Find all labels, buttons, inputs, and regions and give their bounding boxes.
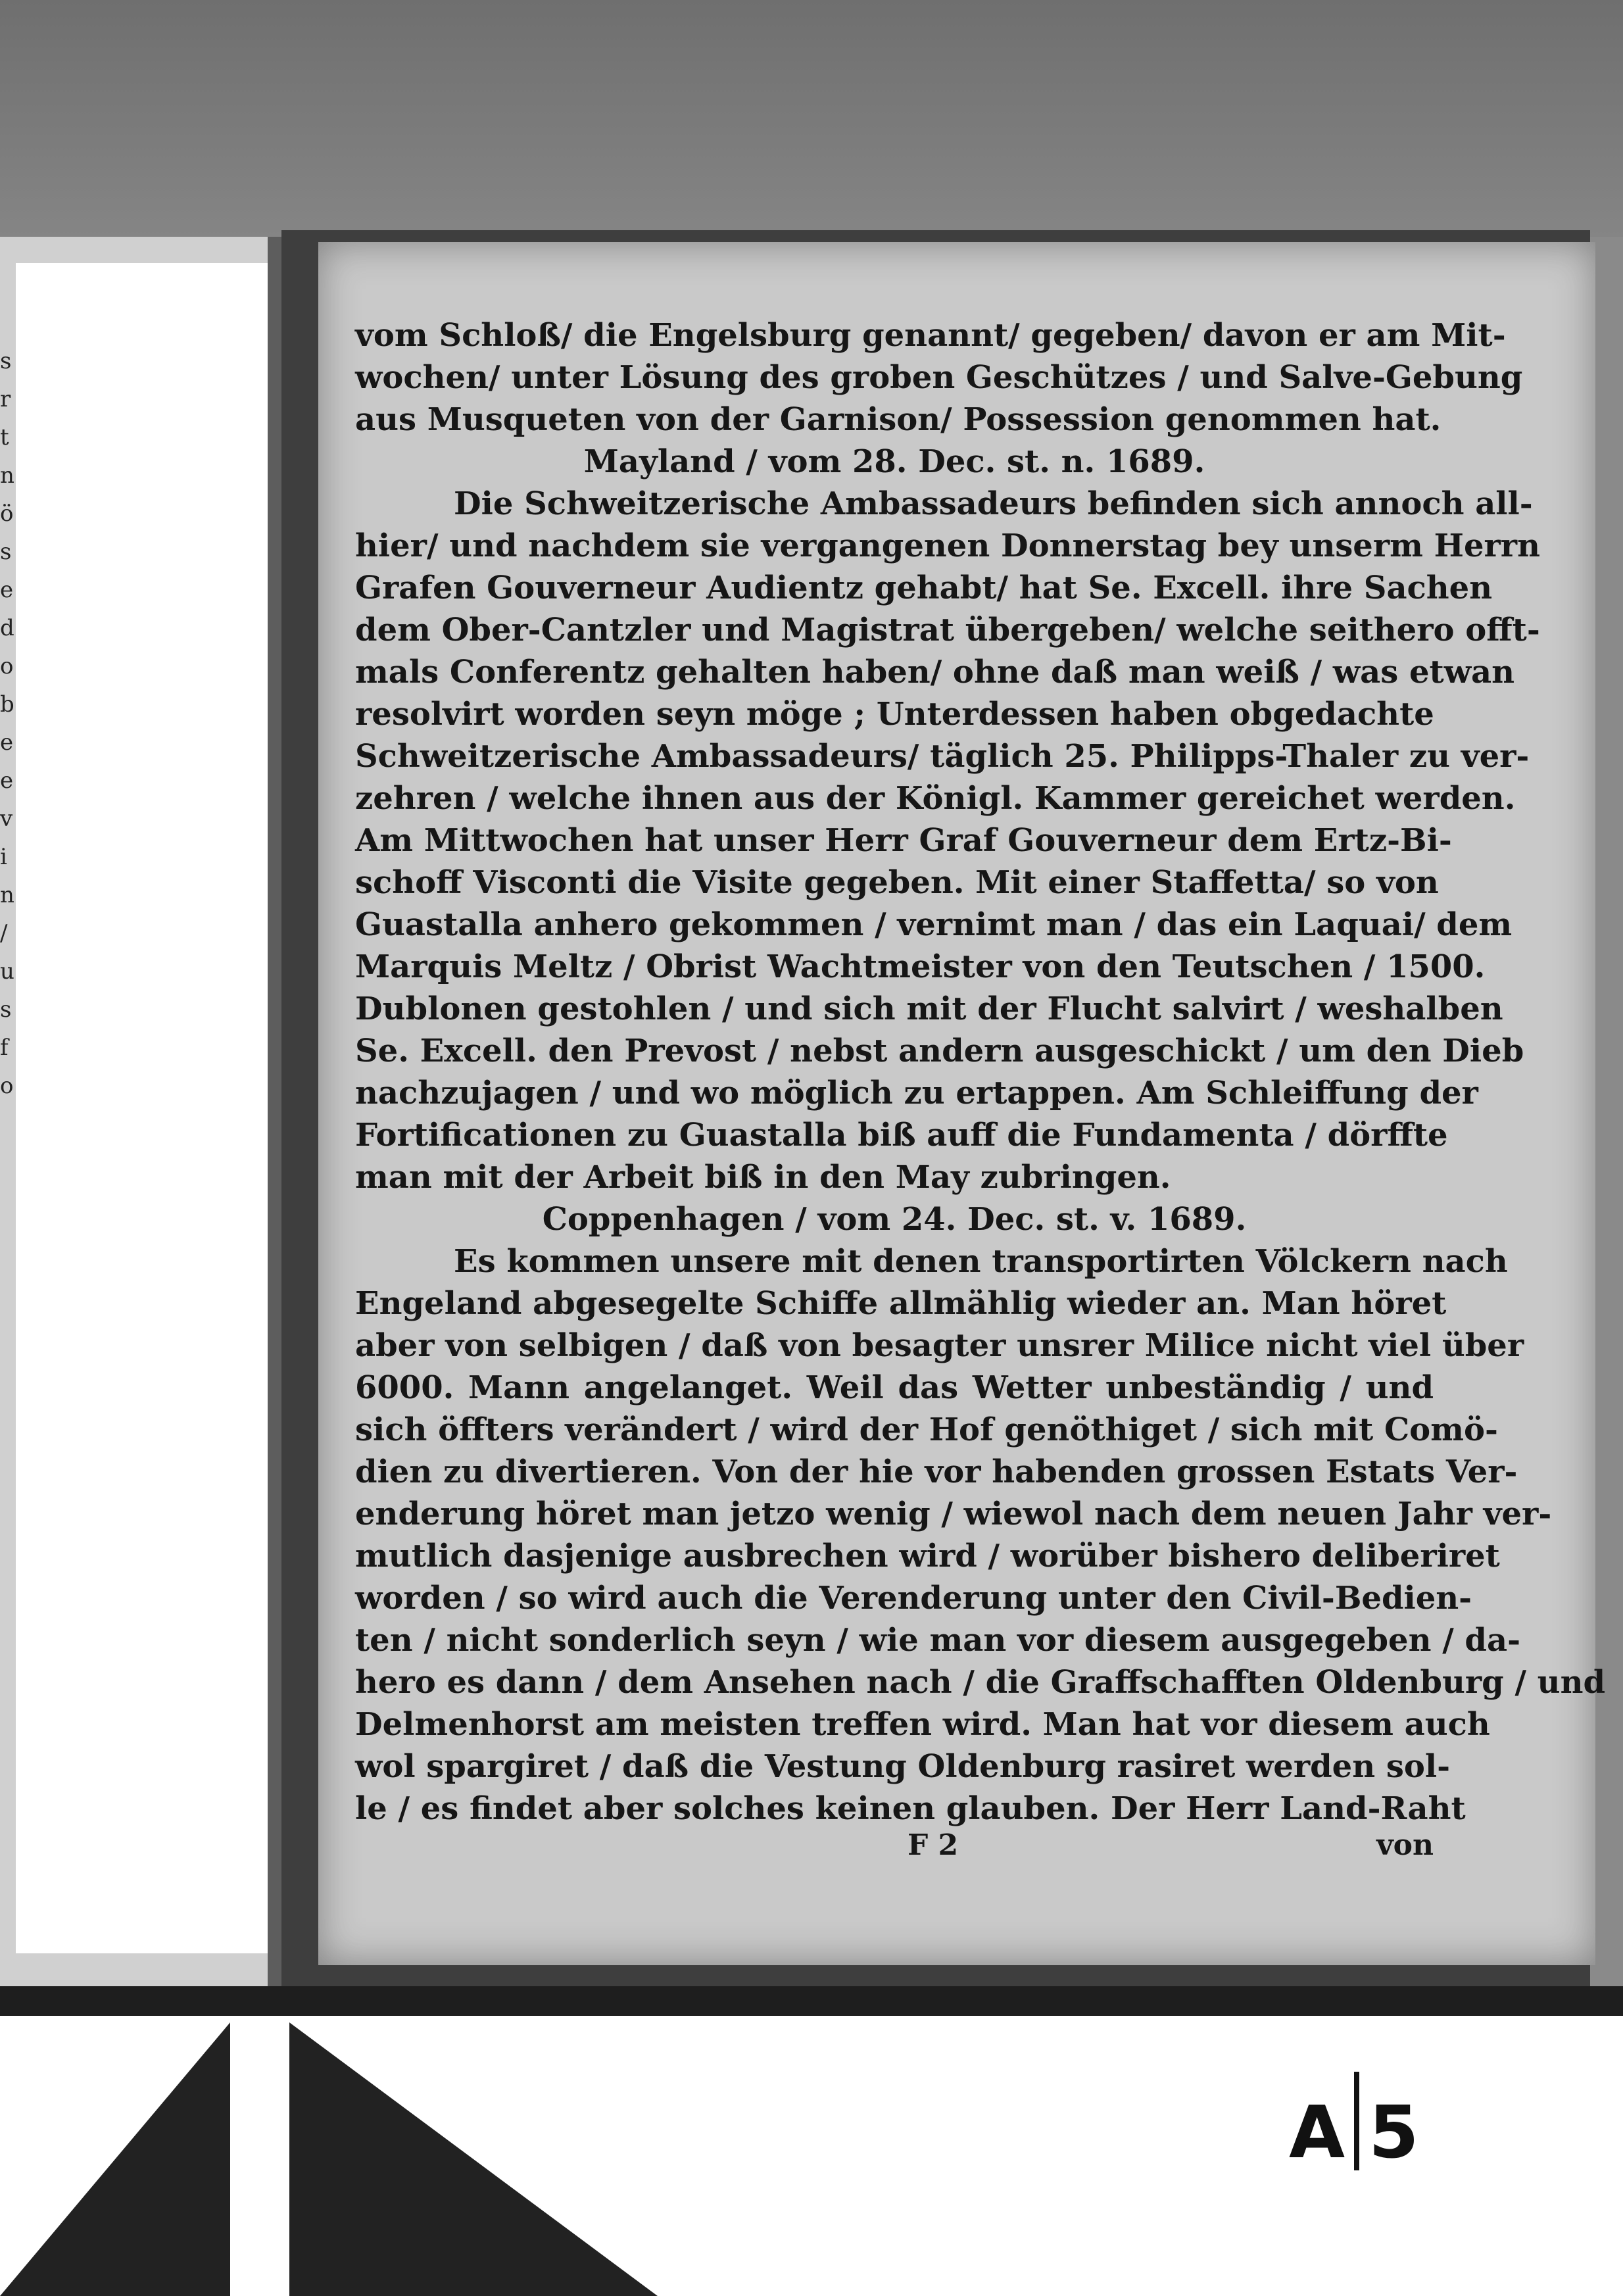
text-line: Am Mittwochen hat unser Herr Graf Gouverneur dem Ertz-Bi-	[355, 822, 1452, 859]
text-line: zehren / welche ihnen aus der Königl. Kammer gereichet werden.	[355, 780, 1516, 817]
text-line: Se. Excell. den Prevost / nebst andern ausgeschickt / um den Dieb	[355, 1033, 1524, 1069]
text-line: nachzujagen / und wo möglich zu ertappen. Am Schleiffung der	[355, 1075, 1478, 1111]
film-edge-line	[0, 1986, 1623, 2016]
dateline-heading: Coppenhagen / vom 24. Dec. st. v. 1689.	[542, 1201, 1247, 1238]
masked-region	[16, 263, 268, 1953]
frame-label	[1289, 2072, 1419, 2174]
text-line: Grafen Gouverneur Audientz gehabt/ hat Se. Excell. ihre Sachen	[355, 570, 1493, 606]
text-line: mutlich dasjenige ausbrechen wird / worüber bishero deliberiret	[355, 1538, 1500, 1575]
text-line: vom Schloß/ die Engelsburg genannt/ gegeben/ davon er am Mit-	[355, 317, 1506, 354]
text-line: Es kommen unsere mit denen transportirten Völckern nach	[454, 1243, 1508, 1280]
fragment-char: s	[0, 996, 12, 1023]
fragment-char: u	[0, 958, 14, 985]
fragment-char: e	[0, 577, 14, 603]
text-line: 6000. Mann angelanget. Weil das Wetter unbeständig / und	[355, 1369, 1434, 1406]
text-line: sich öffters verändert / wird der Hof genöthiget / sich mit Comö-	[355, 1411, 1498, 1448]
fragment-char: e	[0, 729, 14, 756]
text-line: hero es dann / dem Ansehen nach / die Graffschafften Oldenburg / und	[355, 1664, 1606, 1701]
text-line: enderung höret man jetzo wenig / wiewol nach dem neuen Jahr ver-	[355, 1496, 1552, 1532]
text-line: dem Ober-Cantzler und Magistrat übergeben/ welche seithero offt-	[355, 612, 1540, 648]
text-line: ten / nicht sonderlich seyn / wie man vor diesem ausgegeben / da-	[355, 1622, 1521, 1659]
fragment-char: ö	[0, 501, 14, 527]
fragment-char: b	[0, 691, 14, 718]
text-line: wol spargiret / daß die Vestung Oldenburg rasiret werden sol-	[355, 1748, 1451, 1785]
text-line: dien zu divertieren. Von der hie vor habenden grossen Estats Ver-	[355, 1453, 1518, 1490]
page-text	[355, 314, 1606, 1830]
text-line: Schweitzerische Ambassadeurs/ täglich 25. Philipps-Thaler zu ver-	[355, 738, 1530, 775]
text-line: Fortificationen zu Guastalla biß auff die Fundamenta / dörffte	[355, 1117, 1448, 1154]
text-line: Marquis Meltz / Obrist Wachtmeister von den Teutschen / 1500.	[355, 948, 1486, 985]
fragment-char: n	[0, 882, 14, 908]
catchword: von	[1376, 1828, 1434, 1862]
page-footer	[355, 1828, 1434, 1874]
fragment-char: s	[0, 348, 12, 374]
frame-label-divider	[1354, 2072, 1359, 2170]
fragment-char: v	[0, 806, 13, 832]
fragment-char: e	[0, 768, 14, 794]
fragment-char: i	[0, 844, 7, 870]
fragment-char: r	[0, 386, 11, 412]
fragment-char: t	[0, 424, 9, 451]
frame-label-number: 5	[1369, 2090, 1419, 2174]
text-line: man mit der Arbeit biß in den May zubringen.	[355, 1159, 1171, 1196]
signature-mark: F 2	[908, 1828, 959, 1862]
fragment-char: n	[0, 462, 14, 489]
text-line: resolvirt worden seyn möge ; Unterdessen haben obgedachte	[355, 696, 1434, 733]
text-line: worden / so wird auch die Verenderung unter den Civil-Bedien-	[355, 1580, 1472, 1617]
text-line: Die Schweitzerische Ambassadeurs befinden sich annoch all-	[454, 485, 1533, 522]
fragment-char: o	[0, 653, 14, 679]
text-line: aus Musqueten von der Garnison/ Possession genommen hat.	[355, 401, 1441, 438]
text-line: wochen/ unter Lösung des groben Geschützes / und Salve-Gebung	[355, 359, 1523, 396]
fragment-char: o	[0, 1073, 14, 1099]
text-line: Dublonen gestohlen / und sich mit der Flucht salvirt / weshalben	[355, 990, 1503, 1027]
adjacent-page-fragment	[0, 342, 16, 1953]
fragment-char: d	[0, 615, 14, 641]
text-line: le / es findet aber solches keinen glauben. Der Herr Land-Raht	[355, 1790, 1466, 1827]
microfilm-top-band	[0, 0, 1623, 237]
text-line: Guastalla anhero gekommen / vernimt man / das ein Laquai/ dem	[355, 906, 1513, 943]
text-line: Delmenhorst am meisten treffen wird. Man hat vor diesem auch	[355, 1706, 1490, 1743]
text-line: Engeland abgesegelte Schiffe allmählig wieder an. Man höret	[355, 1285, 1447, 1322]
fragment-char: /	[0, 920, 8, 946]
fragment-char: f	[0, 1035, 9, 1061]
text-line: schoff Visconti die Visite gegeben. Mit einer Staffetta/ so von	[355, 864, 1439, 901]
text-line: aber von selbigen / daß von besagter unsrer Milice nicht viel über	[355, 1327, 1524, 1364]
dateline-heading: Mayland / vom 28. Dec. st. n. 1689.	[583, 443, 1205, 480]
text-line: hier/ und nachdem sie vergangenen Donnerstag bey unserm Herrn	[355, 527, 1540, 564]
text-line: mals Conferentz gehalten haben/ ohne daß man weiß / was etwan	[355, 654, 1515, 691]
fragment-char: s	[0, 539, 12, 565]
frame-label-letter: A	[1289, 2090, 1345, 2174]
